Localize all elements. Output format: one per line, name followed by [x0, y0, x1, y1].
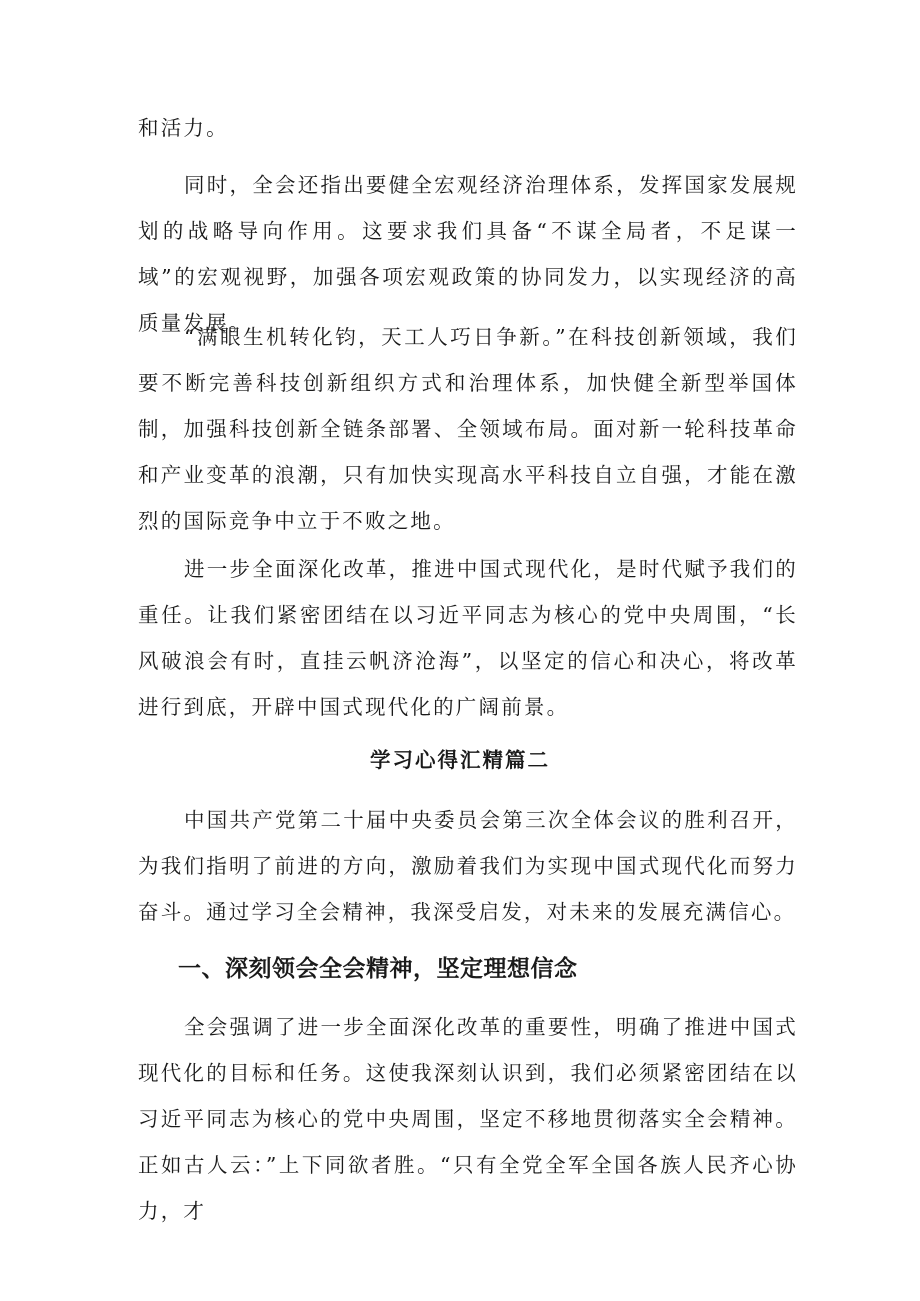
heading-first-point: 一、深刻领会全会精神，坚定理想信念: [178, 956, 578, 982]
paragraph-macro-governance: 同时，全会还指出要健全宏观经济治理体系，发挥国家发展规划的战略导向作用。这要求我们具备“不谋全局者，不足谋一域”的宏观视野，加强各项宏观政策的协同发力，以实现经济的高质量发展。: [138, 173, 798, 335]
paragraph-intro: 中国共产党第二十届中央委员会第三次全体会议的胜利召开，为我们指明了前进的方向，激励着我们为实现中国式现代化而努力奋斗。通过学习全会精神，我深受启发，对未来的发展充满信心。: [138, 808, 798, 924]
paragraph-tech-innovation: “满眼生机转化钧，天工人巧日争新。”在科技创新领域，我们要不断完善科技创新组织方式和治理体系，加快健全新型举国体制，加强科技创新全链条部署、全领域布局。面对新一轮科技革命和产业变革的浪潮，只有加快实现高水平科技自立自强，才能在激烈的国际竞争中立于不败之地。: [138, 325, 798, 533]
section-title: 学习心得汇精篇二: [370, 748, 550, 772]
paragraph-body: 全会强调了进一步全面深化改革的重要性，明确了推进中国式现代化的目标和任务。这使我深刻认识到，我们必须紧密团结在以习近平同志为核心的党中央周围，坚定不移地贯彻落实全会精神。正如古人云：”上下同欲者胜。“只有全党全军全国各族人民齐心协力，才: [138, 1015, 798, 1223]
paragraph-continuation: 和活力。: [138, 116, 229, 140]
paragraph-reform-conclusion: 进一步全面深化改革，推进中国式现代化，是时代赋予我们的重任。让我们紧密团结在以习近平同志为核心的党中央周围，“长风破浪会有时，直挂云帆济沧海”，以坚定的信心和决心，将改革进行到底，开辟中国式现代化的广阔前景。: [138, 557, 798, 719]
